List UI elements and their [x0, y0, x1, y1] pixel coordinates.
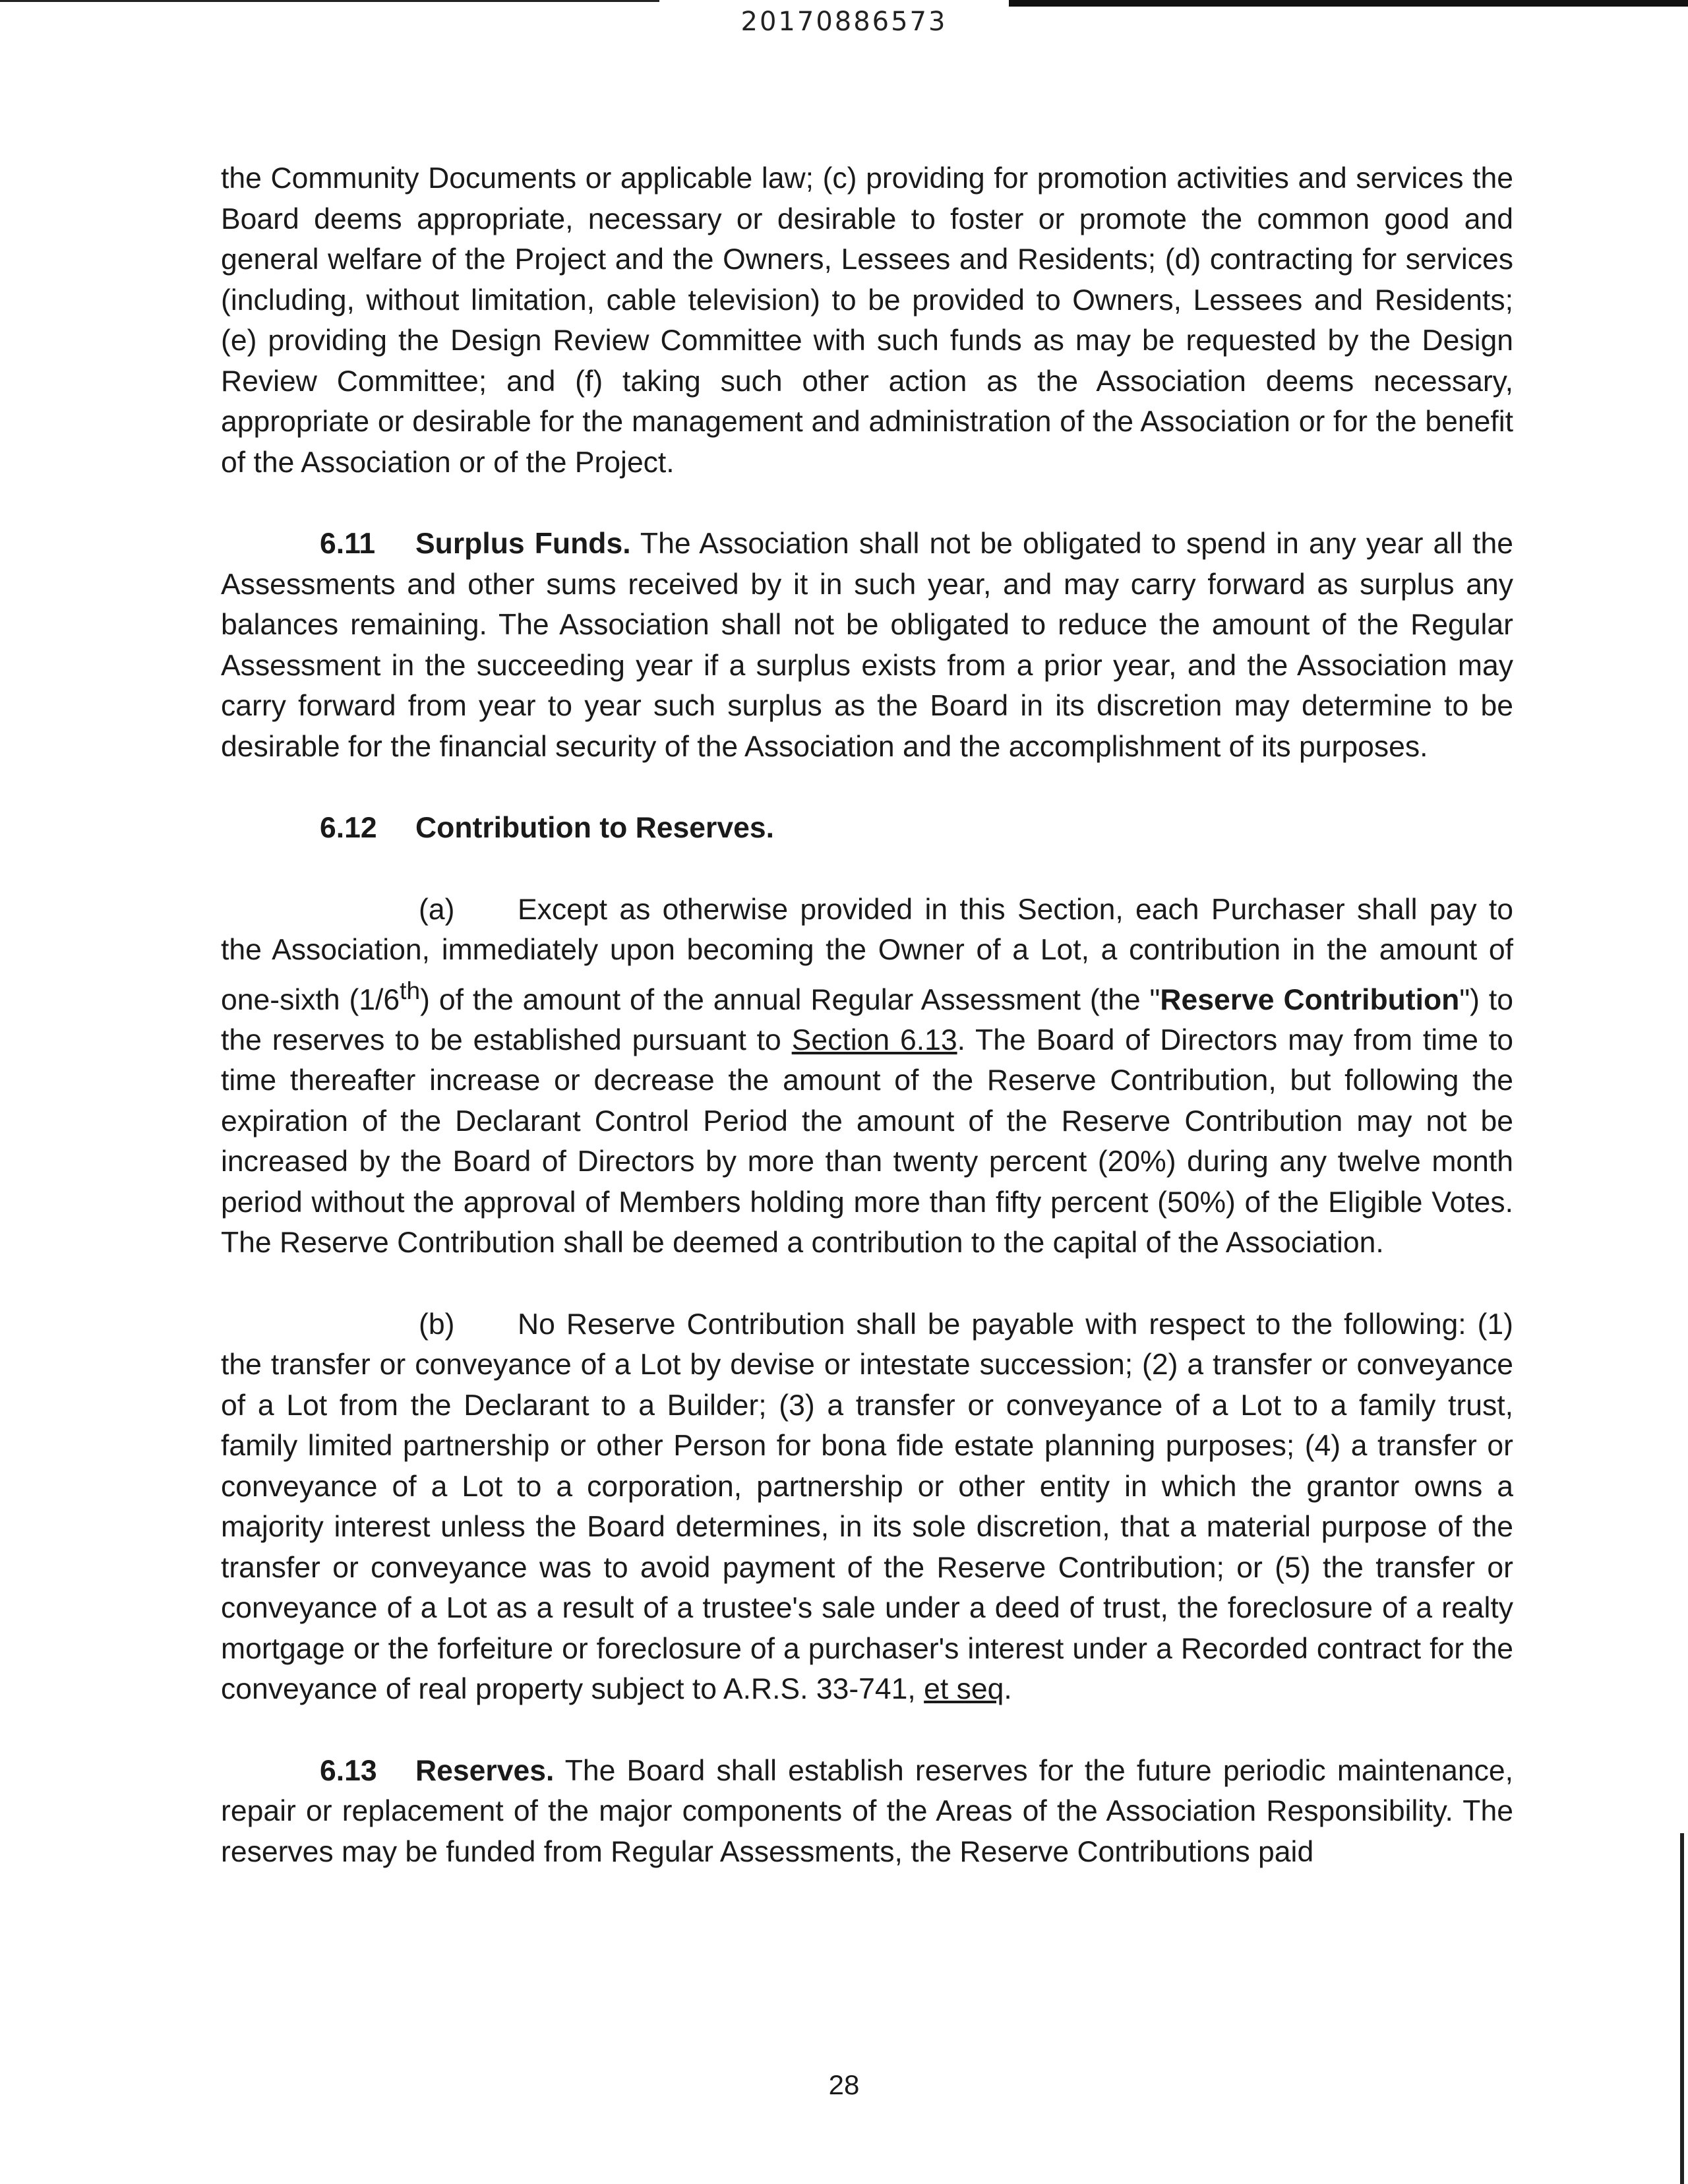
section-text: The Board shall establish reserves for the future periodic maintenance, repair or replacement of the major components of the Areas of the Association Responsibility. The reserves may be funded from Regular Assessments, the Reserve Contributions paid	[221, 1754, 1513, 1868]
top-rule-left	[0, 0, 659, 2]
subsection-text: .	[1004, 1673, 1012, 1706]
section-title: Reserves.	[415, 1754, 555, 1787]
page-body	[221, 158, 1513, 1913]
scan-edge-mark	[1680, 1833, 1684, 2184]
et-seq-reference: et seq	[924, 1673, 1004, 1706]
section-reference: Section 6.13	[791, 1023, 957, 1056]
recording-number: 20170886573	[740, 7, 948, 37]
subsection-text: ") to the reserves to be established pursuant to	[221, 983, 1514, 1056]
subsection-label: (b)	[419, 1308, 455, 1341]
top-rule-right	[1009, 0, 1688, 7]
subsection-label: (a)	[419, 893, 455, 926]
section-number: 6.12	[320, 812, 377, 844]
subsection-text: Except as otherwise provided in this Section, each Purchaser shall pay to the Association, immediately upon becoming the Owner of a Lot, a contribution in the amount of one-sixth (1/6	[221, 893, 1513, 1016]
subsection-a	[221, 890, 1513, 1263]
subsection-text: . The Board of Directors may from time to time thereafter increase or decrease the amount of the Reserve Contribution, but following the expiration of the Declarant Control Period the amount of the Reserve Contribution may not be increased by the Board of Directors by more than twenty percent (20%) during any twelve month period without the approval of Members holding more than fifty percent (50%) of the Eligible Votes. The Reserve Contribution shall be deemed a contribution to the capital of the Association.	[221, 1023, 1513, 1259]
paragraph-continuation: the Community Documents or applicable law; (c) providing for promotion activities and services the Board deems appropriate, necessary or desirable to foster or promote the common good and general welfare of the Project and the Owners, Lessees and Residents; (d) contracting for services (including, without limitation, cable television) to be provided to Owners, Lessees and Residents; (e) providing the Design Review Committee with such funds as may be requested by the Design Review Committee; and (f) taking such other action as the Association deems necessary, appropriate or desirable for the management and administration of the Association or for the benefit of the Association or of the Project.	[221, 162, 1513, 479]
subsection-text: No Reserve Contribution shall be payable with respect to the following: (1) the transfer or conveyance of a Lot by devise or intestate succession; (2) a transfer or conveyance of a Lot from the Declarant to a Builder; (3) a transfer or conveyance of a Lot to a family trust, family limited partnership or other Person for bona fide estate planning purposes; (4) a transfer or conveyance of a Lot to a corporation, partnership or other entity in which the grantor owns a majority interest unless the Board determines, in its sole discretion, that a material purpose of the transfer or conveyance was to avoid payment of the Reserve Contribution; or (5) the transfer or conveyance of a Lot as a result of a trustee's sale under a deed of trust, the foreclosure of a realty mortgage or the forfeiture or foreclosure of a purchaser's interest under a Recorded contract for the conveyance of real property subject to A.R.S. 33-741,	[221, 1308, 1513, 1706]
subsection-b	[221, 1304, 1513, 1710]
subsection-text: ) of the amount of the annual Regular Assessment (the "	[420, 983, 1160, 1016]
section-6-11	[221, 524, 1513, 767]
defined-term: Reserve Contribution	[1160, 983, 1460, 1016]
section-title: Surplus Funds.	[415, 528, 631, 560]
section-number: 6.13	[320, 1754, 377, 1787]
section-number: 6.11	[320, 528, 376, 560]
section-6-12-heading	[320, 808, 1513, 849]
section-6-13	[221, 1751, 1513, 1873]
section-text: The Association shall not be obligated to spend in any year all the Assessments and other sums received by it in such year, and may carry forward as surplus any balances remaining. The Association shall not be obligated to reduce the amount of the Regular Assessment in the succeeding year if a surplus exists from a prior year, and the Association may carry forward from year to year such surplus as the Board in its discretion may determine to be desirable for the financial security of the Association and the accomplishment of its purposes.	[221, 528, 1513, 763]
ordinal-superscript: th	[400, 976, 421, 1004]
section-title: Contribution to Reserves.	[415, 812, 774, 844]
page-number: 28	[828, 2069, 860, 2100]
